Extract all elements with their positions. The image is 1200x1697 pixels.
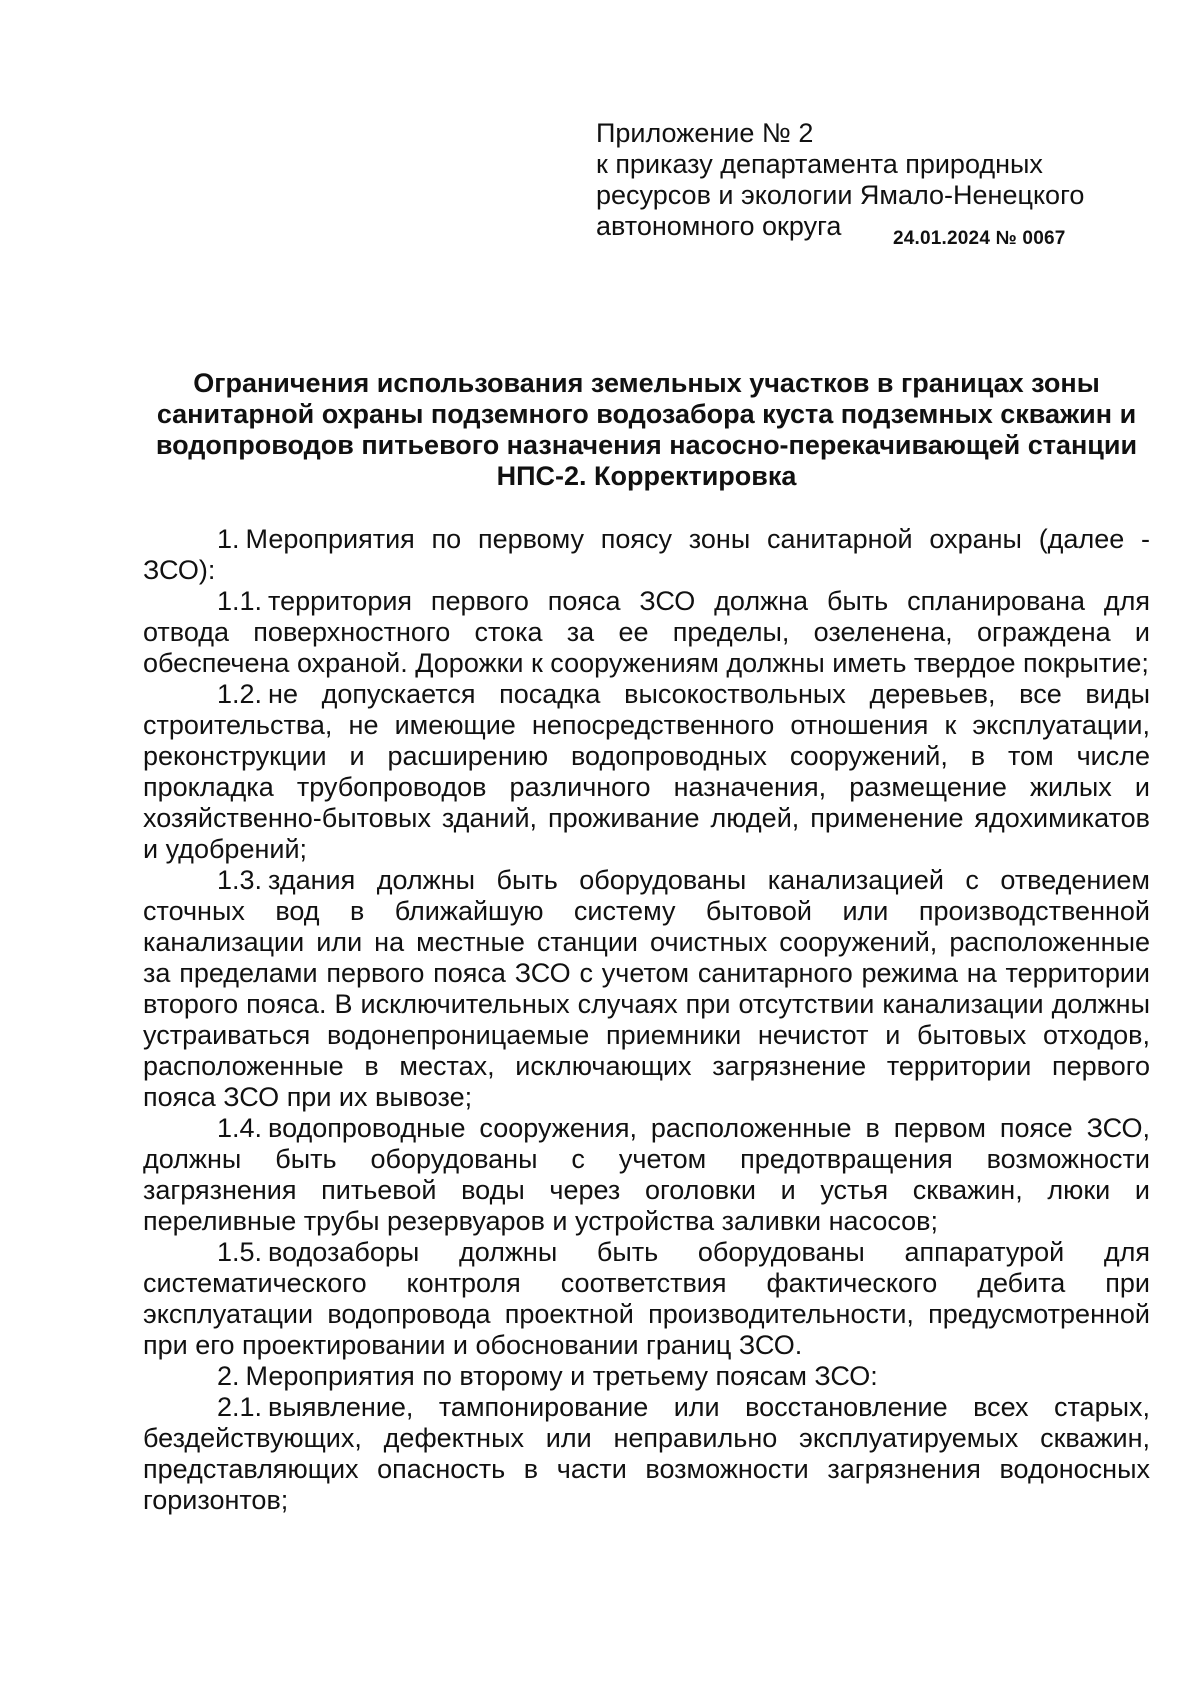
paragraph-2 — [143, 1361, 1150, 1392]
paragraph-1-1 — [143, 586, 1150, 679]
annex-order-line-2: ресурсов и экологии Ямало-Ненецкого — [596, 180, 1085, 210]
paragraph-1-4 — [143, 1113, 1150, 1237]
document-title: Ограничения использования земельных участков в границах зоны санитарной охраны подземного водозабора куста подземных скважин и водопроводов питьевого назначения насосно-перекачивающей станции НПС-2. Корректировка — [155, 368, 1138, 491]
annex-header — [596, 118, 1156, 242]
annex-number: Приложение № 2 — [596, 118, 814, 148]
paragraph-2-1 — [143, 1392, 1150, 1516]
paragraph-number: 1.3. — [217, 865, 263, 895]
paragraph-number: 1.2. — [217, 679, 263, 709]
paragraph-text: водозаборы должны быть оборудованы аппаратурой для систематического контроля соответствия фактического дебита при эксплуатации водопровода проектной производительности, предусмотренной при его проектировании и обосновании границ ЗСО. — [143, 1237, 1150, 1360]
paragraph-1-5 — [143, 1237, 1150, 1361]
paragraph-1-2 — [143, 679, 1150, 865]
paragraph-text: не допускается посадка высокоствольных деревьев, все виды строительства, не имеющие непосредственного отношения к эксплуатации, реконструкции и расширению водопроводных сооружений, в том числе прокладка трубопроводов различного назначения, размещение жилых и хозяйственно-бытовых зданий, проживание людей, применение ядохимикатов и удобрений; — [143, 679, 1150, 864]
paragraph-number: 1.5. — [217, 1237, 263, 1267]
annex-order-line-1: к приказу департамента природных — [596, 149, 1043, 179]
paragraph-text: Мероприятия по второму и третьему поясам ЗСО: — [245, 1361, 878, 1391]
paragraph-number: 1.1. — [217, 586, 263, 616]
paragraph-text: выявление, тампонирование или восстановление всех старых, бездействующих, дефектных или неправильно эксплуатируемых скважин, представляющих опасность в части возможности загрязнения водоносных горизонтов; — [143, 1392, 1150, 1515]
paragraph-number: 2.1. — [217, 1392, 263, 1422]
paragraph-text: Мероприятия по первому поясу зоны санитарной охраны (далее - ЗСО): — [143, 524, 1150, 585]
paragraph-number: 2. — [217, 1361, 240, 1391]
paragraph-number: 1.4. — [217, 1113, 263, 1143]
paragraph-number: 1. — [217, 524, 240, 554]
paragraph-1-3 — [143, 865, 1150, 1113]
paragraph-text: территория первого пояса ЗСО должна быть спланирована для отвода поверхностного стока за ее пределы, озеленена, ограждена и обеспечена охраной. Дорожки к сооружениям должны иметь твердое покрытие; — [143, 586, 1150, 678]
paragraph-text: здания должны быть оборудованы канализацией с отведением сточных вод в ближайшую систему бытовой или производственной канализации или на местные станции очистных сооружений, расположенные за пределами первого пояса ЗСО с учетом санитарного режима на территории второго пояса. В исключительных случаях при отсутствии канализации должны устраиваться водонепроницаемые приемники нечистот и бытовых отходов, расположенные в местах, исключающих загрязнение территории первого пояса ЗСО при их вывозе; — [143, 865, 1150, 1112]
paragraph-text: водопроводные сооружения, расположенные в первом поясе ЗСО, должны быть оборудованы с учетом предотвращения возможности загрязнения питьевой воды через оголовки и устья скважин, люки и переливные трубы резервуаров и устройства заливки насосов; — [143, 1113, 1150, 1236]
paragraph-1 — [143, 524, 1150, 586]
order-date-number: 24.01.2024 № 0067 — [893, 228, 1066, 249]
document-body — [143, 524, 1150, 1516]
annex-order-line-3: автономного округа — [596, 211, 842, 241]
